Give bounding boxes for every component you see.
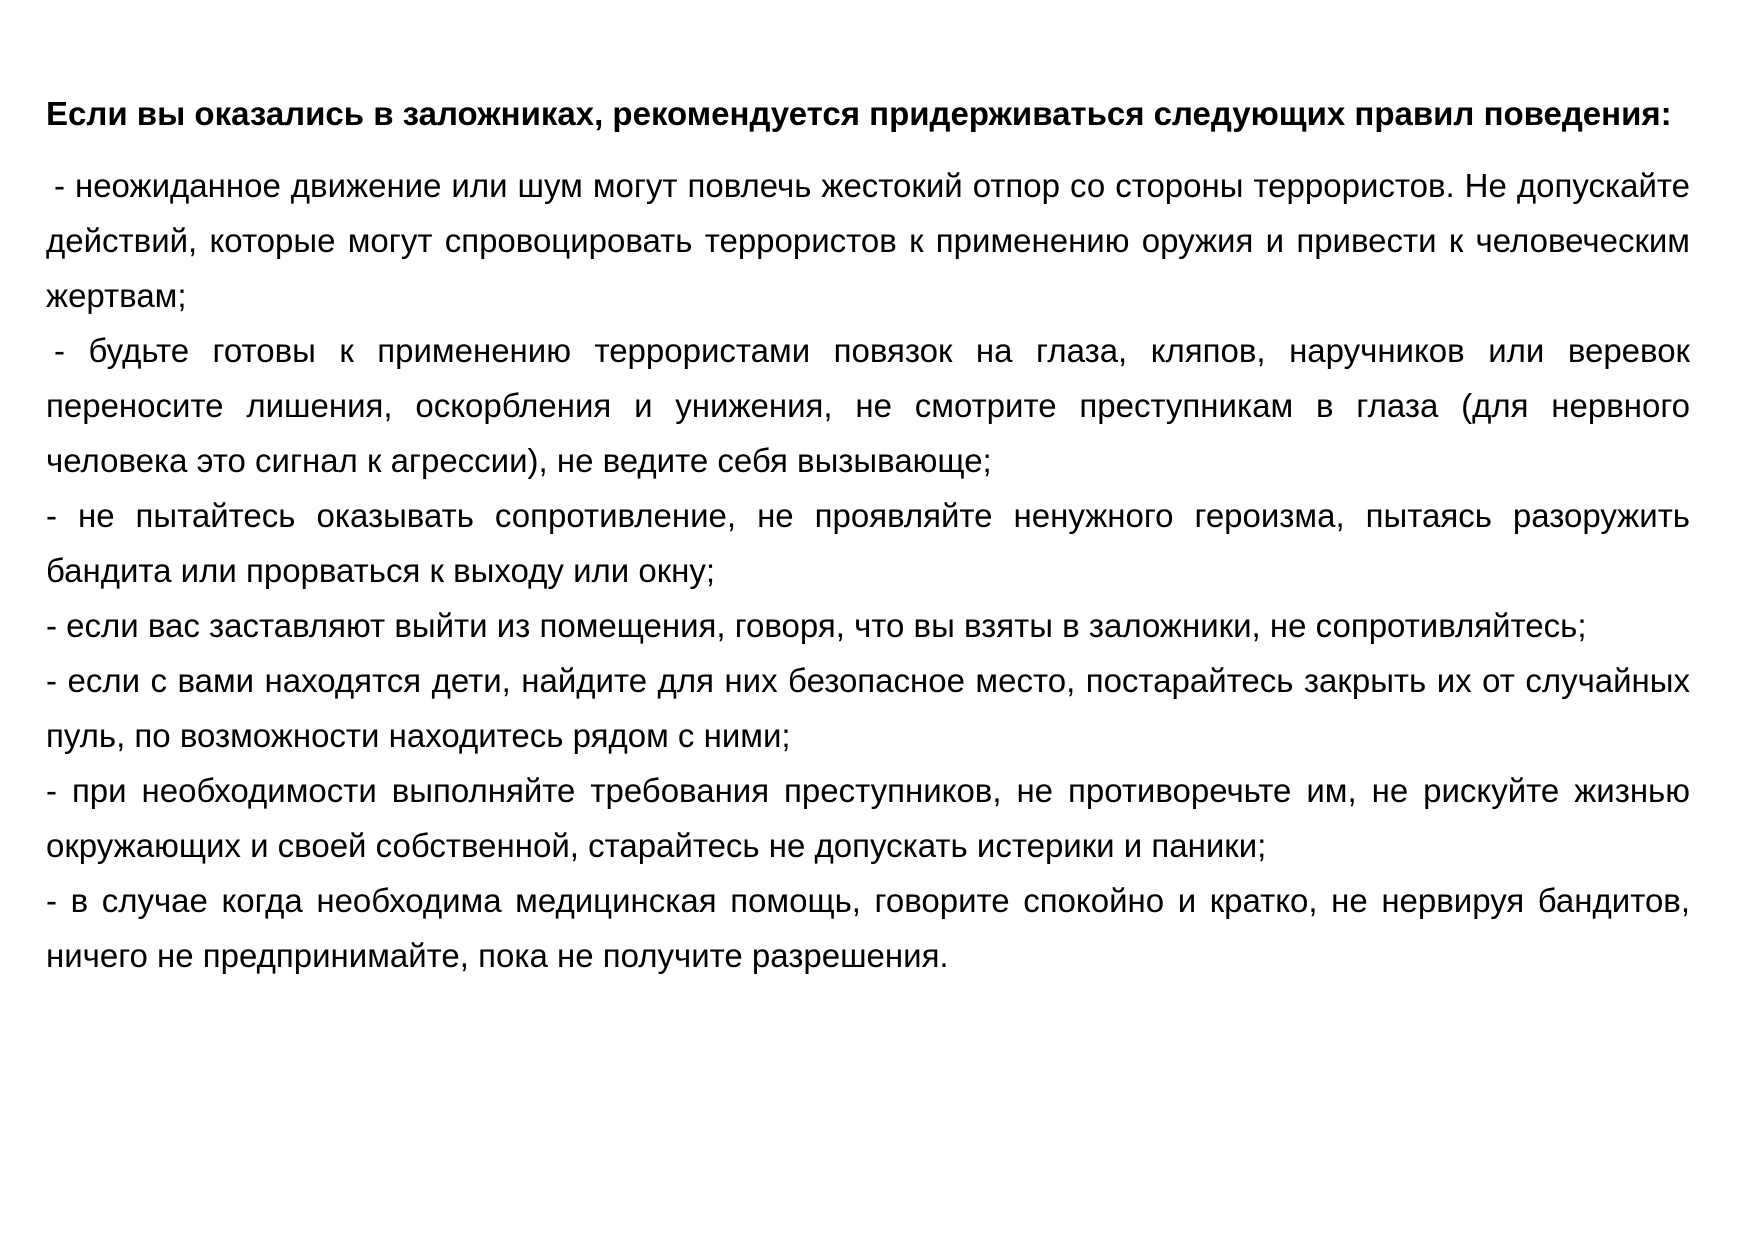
rule-item: - будьте готовы к применению террористами повязок на глаза, кляпов, наручников или веревок переносите лишения, оскорбления и унижения, не смотрите преступникам в глаза (для нервного человека это сигнал к агрессии), не ведите себя вызывающе; (46, 332, 1690, 479)
rules-list (46, 158, 1690, 983)
rule-item: - если вас заставляют выйти из помещения, говоря, что вы взяты в заложники, не сопротивляйтесь; (46, 607, 1587, 644)
rule-item: - если с вами находятся дети, найдите для них безопасное место, постарайтесь закрыть их от случайных пуль, по возможности находитесь рядом с ними; (46, 662, 1690, 754)
rule-item: - неожиданное движение или шум могут повлечь жестокий отпор со стороны террористов. Не допускайте действий, которые могут спровоцировать террористов к применению оружия и привести к человеческим жертвам; (46, 167, 1690, 314)
rule-item: - в случае когда необходима медицинская помощь, говорите спокойно и кратко, не нервируя бандитов, ничего не предпринимайте, пока не получите разрешения. (46, 882, 1690, 974)
document-heading: Если вы оказались в заложниках, рекомендуется придерживаться следующих правил поведения: (46, 95, 1672, 132)
rule-item: - при необходимости выполняйте требования преступников, не противоречьте им, не рискуйте жизнью окружающих и своей собственной, старайтесь не допускать истерики и паники; (46, 772, 1690, 864)
document-page (46, 86, 1690, 983)
rule-item: - не пытайтесь оказывать сопротивление, не проявляйте ненужного героизма, пытаясь разоружить бандита или прорваться к выходу или окну; (46, 497, 1690, 589)
